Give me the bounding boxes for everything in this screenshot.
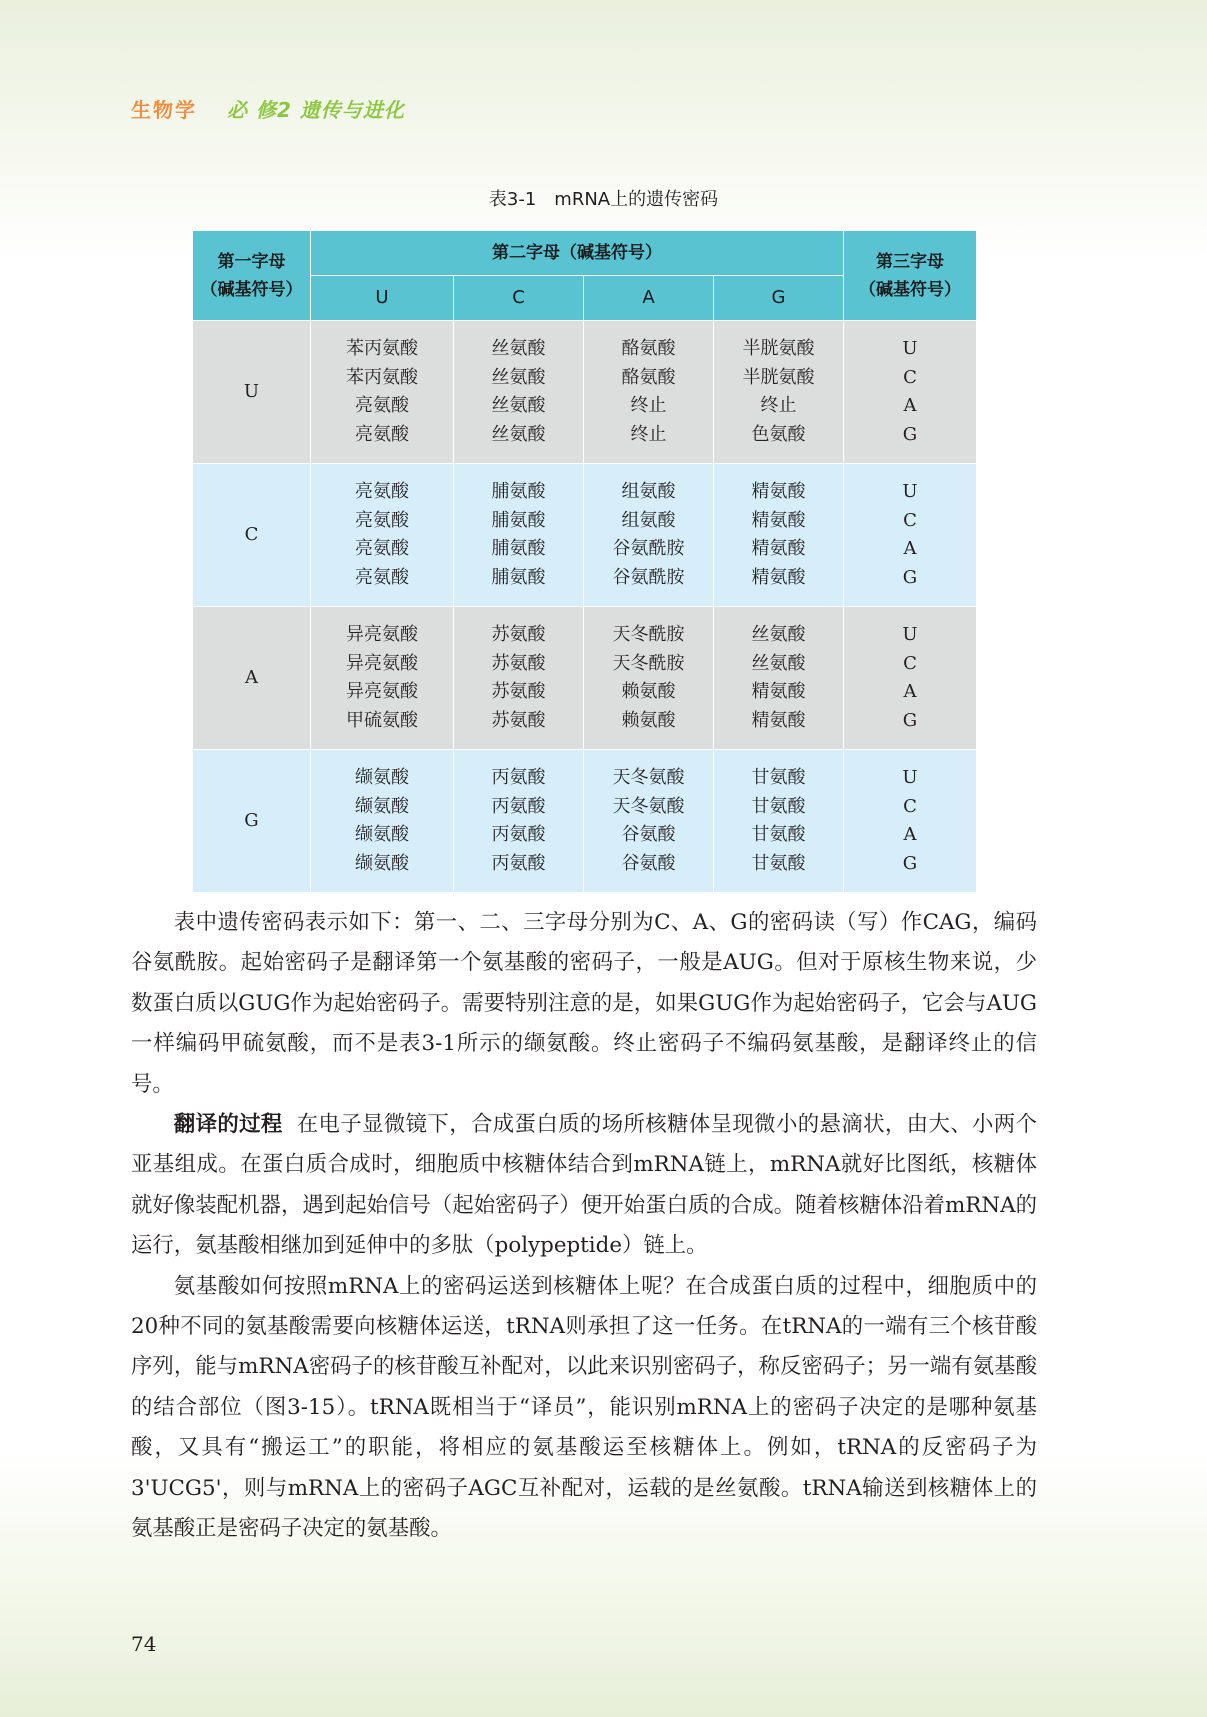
third-base: A: [903, 538, 917, 559]
third-base: A: [903, 824, 917, 845]
amino-acid: 异亮氨酸: [346, 681, 418, 702]
amino-acid: 缬氨酸: [355, 767, 409, 788]
amino-acid-cell: [714, 607, 844, 750]
amino-acid: 亮氨酸: [355, 481, 409, 502]
paragraph-translation-process: 翻译的过程 在电子显微镜下，合成蛋白质的场所核糖体呈现微小的悬滴状，由大、小两个亚基组成。在蛋白质合成时，细胞质中核糖体结合到mRNA链上，mRNA就好比图纸，核糖体就好像装配机器，遇到起始信号（起始密码子）便开始蛋白质的合成。随着核糖体沿着mRNA的运行，氨基酸相继加到延伸中的多肽（polypeptide）链上。: [131, 1112, 1037, 1259]
amino-acid: 谷氨酸: [621, 852, 676, 874]
amino-acid: 丙氨酸: [491, 824, 546, 845]
amino-acid: 酪氨酸: [621, 366, 676, 388]
table-row: [193, 607, 977, 750]
table-row: [193, 464, 977, 607]
amino-acid: 天冬酰胺: [612, 652, 685, 674]
amino-acid-cell: [454, 321, 584, 464]
amino-acid-cell: [311, 321, 454, 464]
amino-acid-cell: [311, 464, 454, 607]
amino-acid: 脯氨酸: [491, 538, 546, 559]
amino-acid: 丙氨酸: [491, 852, 546, 874]
amino-acid-cell: [584, 321, 714, 464]
amino-acid: 谷氨酰胺: [612, 566, 685, 588]
amino-acid: 精氨酸: [751, 481, 806, 502]
amino-acid-cell: [454, 464, 584, 607]
amino-acid: 精氨酸: [751, 509, 806, 531]
amino-acid: 甘氨酸: [751, 824, 806, 845]
paragraph-trna: 氨基酸如何按照mRNA上的密码运送到核糖体上呢？在合成蛋白质的过程中，细胞质中的20种不同的氨基酸需要向核糖体运送，tRNA则承担了这一任务。在tRNA的一端有三个核苷酸序列，能与mRNA密码子的核苷酸互补配对，以此来识别密码子，称反密码子；另一端有氨基酸的结合部位（图3-15）。tRNA既相当于“译员”，能识别mRNA上的密码子决定的是哪种氨基酸，又具有“搬运工”的职能，将相应的氨基酸运至核糖体上。例如，tRNA的反密码子为3'UCG5'，则与mRNA上的密码子AGC互补配对，运载的是丝氨酸。tRNA输送到核糖体上的氨基酸正是密码子决定的氨基酸。: [131, 1273, 1037, 1542]
amino-acid-cell: [584, 607, 714, 750]
third-base: G: [902, 566, 918, 588]
second-base-c: C: [454, 276, 584, 321]
amino-acid-cell: [584, 750, 714, 893]
amino-acid: 终止: [630, 395, 667, 416]
amino-acid-cell: [311, 750, 454, 893]
amino-acid: 亮氨酸: [355, 566, 409, 588]
first-base-cell: C: [193, 464, 311, 607]
third-base: A: [903, 681, 917, 702]
first-letter-header: 第一字母 （碱基符号）: [193, 231, 311, 321]
amino-acid: 丝氨酸: [491, 338, 546, 359]
amino-acid-cell: [311, 607, 454, 750]
third-base: G: [902, 423, 918, 445]
second-letter-header: 第二字母（碱基符号）: [311, 231, 844, 276]
amino-acid: 甘氨酸: [751, 795, 806, 817]
amino-acid: 精氨酸: [751, 709, 806, 731]
amino-acid: 苏氨酸: [491, 652, 546, 674]
amino-acid: 缬氨酸: [355, 795, 409, 817]
second-base-a: A: [584, 276, 714, 321]
amino-acid: 苏氨酸: [491, 624, 546, 645]
third-base: C: [903, 509, 917, 531]
paragraph-genetic-code: 表中遗传密码表示如下：第一、二、三字母分别为C、A、G的密码读（写）作CAG，编码谷氨酰胺。起始密码子是翻译第一个氨基酸的密码子，一般是AUG。但对于原核生物来说，少数蛋白质以GUG作为起始密码子。需要特别注意的是，如果GUG作为起始密码子，它会与AUG一样编码甲硫氨酸，而不是表3-1所示的缬氨酸。终止密码子不编码氨基酸，是翻译终止的信号。: [131, 910, 1037, 1097]
table-caption: 表3-1 mRNA上的遗传密码: [488, 189, 719, 210]
third-base-cell: [844, 464, 977, 607]
amino-acid: 亮氨酸: [355, 538, 409, 559]
amino-acid: 甘氨酸: [751, 767, 806, 788]
amino-acid: 谷氨酸: [621, 824, 676, 845]
amino-acid: 组氨酸: [621, 509, 676, 531]
third-base: U: [902, 767, 918, 788]
amino-acid-cell: [714, 750, 844, 893]
volume-title: 必 修2 遗传与进化: [227, 98, 405, 122]
third-base: G: [902, 709, 918, 731]
first-base-cell: G: [193, 750, 311, 893]
amino-acid: 甲硫氨酸: [346, 709, 418, 731]
amino-acid: 缬氨酸: [355, 852, 409, 874]
amino-acid: 谷氨酰胺: [612, 538, 685, 559]
third-letter-header: 第三字母 （碱基符号）: [844, 231, 977, 321]
amino-acid: 终止: [630, 423, 667, 445]
amino-acid: 丝氨酸: [751, 652, 806, 674]
third-base: U: [902, 624, 918, 645]
table-row: [193, 321, 977, 464]
third-base-cell: [844, 750, 977, 893]
first-base-cell: U: [193, 321, 311, 464]
first-base-cell: A: [193, 607, 311, 750]
amino-acid: 半胱氨酸: [742, 366, 815, 388]
third-base: U: [902, 481, 918, 502]
amino-acid: 半胱氨酸: [742, 338, 815, 359]
translation-process-heading: 翻译的过程: [173, 1112, 283, 1138]
amino-acid: 精氨酸: [751, 538, 806, 559]
table-row: [193, 750, 977, 893]
page-number: 74: [131, 1632, 157, 1656]
amino-acid: 酪氨酸: [621, 338, 676, 359]
third-base: G: [902, 852, 918, 874]
amino-acid: 丝氨酸: [491, 395, 546, 416]
amino-acid-cell: [454, 750, 584, 893]
amino-acid: 脯氨酸: [491, 509, 546, 531]
third-base-cell: [844, 607, 977, 750]
amino-acid: 苯丙氨酸: [346, 366, 418, 388]
amino-acid: 天冬氨酸: [612, 795, 685, 817]
amino-acid: 缬氨酸: [355, 824, 409, 845]
amino-acid: 丝氨酸: [491, 423, 546, 445]
amino-acid: 赖氨酸: [621, 709, 676, 731]
amino-acid: 丝氨酸: [751, 624, 806, 645]
amino-acid: 脯氨酸: [491, 481, 546, 502]
amino-acid: 苯丙氨酸: [346, 338, 418, 359]
amino-acid: 精氨酸: [751, 566, 806, 588]
third-base: A: [903, 395, 917, 416]
amino-acid: 组氨酸: [621, 481, 676, 502]
amino-acid: 精氨酸: [751, 681, 806, 702]
amino-acid: 丝氨酸: [491, 366, 546, 388]
second-base-u: U: [311, 276, 454, 321]
amino-acid: 异亮氨酸: [346, 652, 418, 674]
amino-acid-cell: [584, 464, 714, 607]
amino-acid-cell: [454, 607, 584, 750]
amino-acid: 丙氨酸: [491, 795, 546, 817]
codon-table: [192, 230, 977, 893]
amino-acid: 终止: [760, 395, 797, 416]
third-base-cell: [844, 321, 977, 464]
amino-acid: 丙氨酸: [491, 767, 546, 788]
book-title: 生物学: [131, 98, 197, 122]
amino-acid: 天冬酰胺: [612, 624, 685, 645]
amino-acid: 脯氨酸: [491, 566, 546, 588]
second-base-g: G: [714, 276, 844, 321]
amino-acid: 亮氨酸: [355, 509, 409, 531]
third-base: U: [902, 338, 918, 359]
body-text: [131, 903, 1037, 1550]
amino-acid: 异亮氨酸: [346, 624, 418, 645]
third-base: C: [903, 795, 917, 817]
amino-acid: 色氨酸: [751, 423, 806, 445]
third-base: C: [903, 366, 917, 388]
amino-acid-cell: [714, 321, 844, 464]
amino-acid: 甘氨酸: [751, 852, 806, 874]
amino-acid: 赖氨酸: [621, 681, 676, 702]
amino-acid-cell: [714, 464, 844, 607]
running-header: [131, 94, 405, 123]
amino-acid: 苏氨酸: [491, 681, 546, 702]
amino-acid: 亮氨酸: [355, 395, 409, 416]
third-base: C: [903, 652, 917, 674]
amino-acid: 亮氨酸: [355, 423, 409, 445]
amino-acid: 天冬氨酸: [612, 767, 685, 788]
amino-acid: 苏氨酸: [491, 709, 546, 731]
